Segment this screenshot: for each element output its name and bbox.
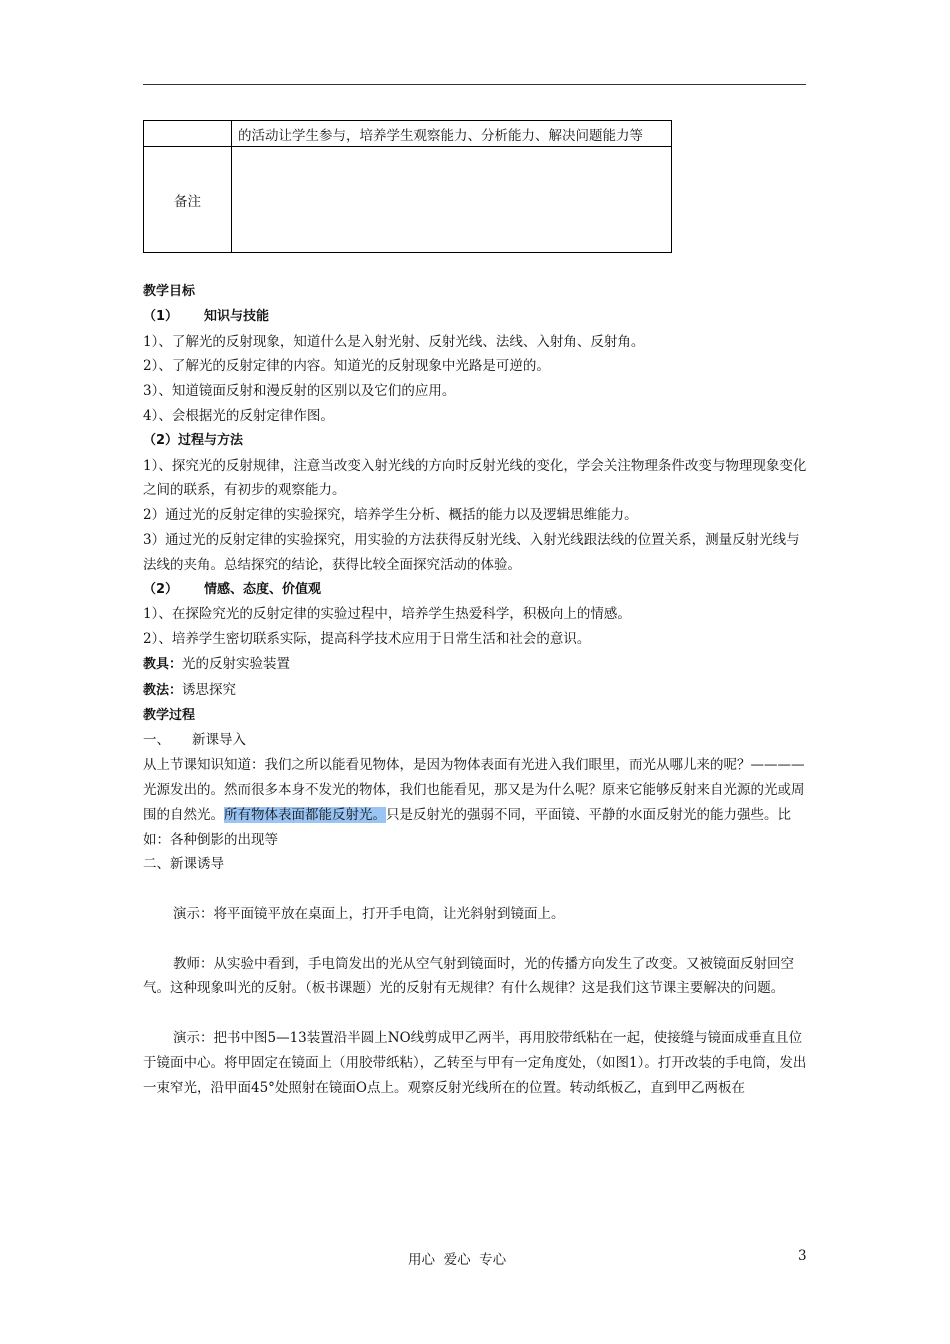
method-label: 教法： bbox=[143, 682, 183, 698]
intro-text-a: 从上节课知识知道：我们之所以能看见物体，是因为物体表面有光进入我们眼里，而光从哪儿来的呢？————光源发出的。然而很多本身不发光的物体，我们也能看见，那又是为什么呢？原来它能够反射来自光源的光或周围的自然光。 bbox=[143, 757, 805, 823]
section3-title: 情感、态度、价值观 bbox=[204, 581, 322, 597]
table-cell-activity: 的活动让学生参与，培养学生观察能力、分析能力、解决问题能力等 bbox=[232, 121, 672, 147]
highlighted-sentence: 所有物体表面都能反射光。 bbox=[224, 806, 386, 823]
intro-text-b: 只是反射光的强弱不同，平面镜、平静的水面反射光的能力强些。比如：各种倒影的出现等 bbox=[143, 806, 791, 848]
demo2-paragraph: 演示：把书中图5—13装置沿半圆上NO线剪成甲乙两半，再用胶带纸粘在一起，使接缝与镜面成垂直且位于镜面中心。将甲固定在镜面上（用胶带纸粘），乙转至与甲有一定角度处，（如图1）。打开改装的手电筒，发出一束窄光，沿甲面45°处照射在镜面O点上。观察反射光线所在的位置。转动纸板乙，直到甲乙两板在 bbox=[143, 1029, 807, 1096]
section3-heading bbox=[143, 578, 813, 603]
list-item: 3）通过光的反射定律的实验探究，用实验的方法获得反射光线、入射光线跟法线的位置关系，测量反射光线与法线的夹角。总结探究的结论，获得比较全面探究活动的体验。 bbox=[143, 531, 800, 573]
teacher-paragraph: 教师：从实验中看到，手电筒发出的光从空气射到镜面时，光的传播方向发生了改变。又被镜面反射回空气。这种现象叫光的反射。（板书课题）光的反射有无规律？有什么规律？这是我们这节课主要解决的问题。 bbox=[143, 955, 794, 997]
section1-number: （1） bbox=[143, 308, 179, 324]
intro-paragraph bbox=[143, 753, 813, 852]
part2-heading: 二、新课诱导 bbox=[143, 856, 224, 873]
list-item: 2）、了解光的反射定律的内容。知道光的反射现象中光路是可逆的。 bbox=[143, 358, 550, 375]
page-number: 3 bbox=[798, 1248, 807, 1264]
section1-heading bbox=[143, 305, 813, 330]
list-item: 2）通过光的反射定律的实验探究，培养学生分析、概括的能力以及逻辑思维能力。 bbox=[143, 507, 638, 524]
objectives-heading: 教学目标 bbox=[143, 284, 196, 299]
tools-label: 教具： bbox=[143, 656, 183, 672]
header-rule bbox=[143, 84, 806, 85]
method-text: 诱思探究 bbox=[182, 681, 237, 698]
list-item: 2）、培养学生密切联系实际，提高科学技术应用于日常生活和社会的意识。 bbox=[143, 631, 591, 648]
list-item: 1）、在探险究光的反射定律的实验过程中，培养学生热爱科学，积极向上的情感。 bbox=[143, 606, 631, 623]
table-cell-empty bbox=[144, 121, 232, 147]
section1-title: 知识与技能 bbox=[204, 308, 270, 324]
teaching-tools bbox=[143, 652, 813, 678]
lesson-info-table bbox=[143, 120, 672, 253]
part1-title: 新课导入 bbox=[192, 732, 246, 749]
table-row bbox=[144, 121, 672, 147]
teaching-method bbox=[143, 678, 813, 704]
list-item: 3）、知道镜面反射和漫反射的区别以及它们的应用。 bbox=[143, 383, 456, 400]
remarks-cell bbox=[232, 147, 672, 253]
list-item: 4）、会根据光的反射定律作图。 bbox=[143, 407, 334, 424]
document-body bbox=[143, 280, 813, 1100]
list-item: 1）、探究光的反射规律，注意当改变入射光线的方向时反射光线的变化，学会关注物理条件改变与物理现象变化之间的联系，有初步的观察能力。 bbox=[143, 457, 807, 499]
part1-heading bbox=[143, 728, 813, 753]
part1-number: 一、 bbox=[143, 732, 170, 749]
table-row bbox=[144, 147, 672, 253]
section3-number: （2） bbox=[143, 581, 179, 597]
footer-motto: 用心 爱心 专心 bbox=[408, 1252, 507, 1268]
process-heading: 教学过程 bbox=[143, 707, 196, 723]
remarks-label: 备注 bbox=[144, 147, 232, 253]
list-item: 1）、了解光的反射现象，知道什么是入射光射、反射光线、法线、入射角、反射角。 bbox=[143, 333, 645, 350]
demo1-paragraph: 演示：将平面镜平放在桌面上，打开手电筒，让光斜射到镜面上。 bbox=[173, 905, 565, 922]
tools-text: 光的反射实验装置 bbox=[182, 655, 291, 672]
section2-heading: （2）过程与方法 bbox=[143, 432, 244, 448]
